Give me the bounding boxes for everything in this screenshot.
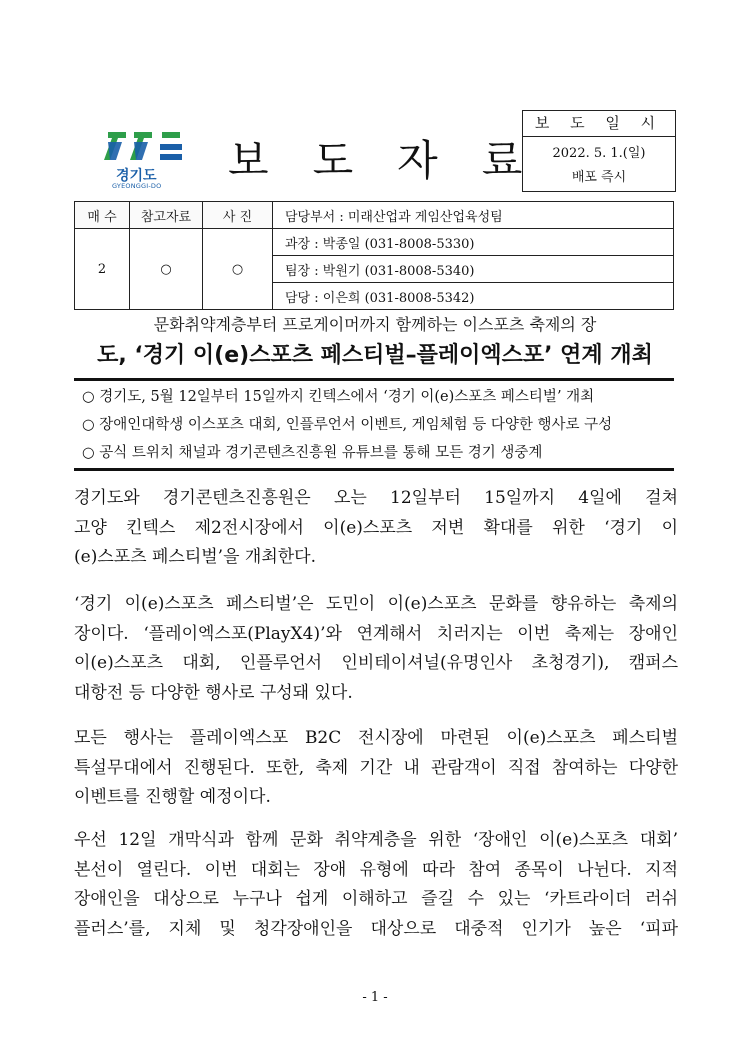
body-line: 특설무대에서 진행된다. 또한, 축제 기간 내 관람객이 직접 참여하는 다양한: [74, 757, 678, 778]
logo-name: 경기도: [116, 168, 157, 184]
body-line: ‘경기 이(e)스포츠 페스티벌’은 도민이 이(e)스포츠 문화를 향유하는 축제의: [74, 594, 678, 614]
photo-value: ○: [203, 229, 273, 310]
body-line: 본선이 열린다. 이번 대회는 장애 유형에 따라 참여 종목이 나뉜다. 지적: [74, 859, 678, 880]
pages-value: 2: [75, 229, 130, 310]
logo-subtitle: GYEONGGI-DO: [112, 182, 162, 190]
summary-item: ○ 장애인대학생 이스포츠 대회, 인플루언서 이벤트, 게임체험 등 다양한 행사로 구성: [82, 417, 613, 433]
contact-manager: 과장 : 박종일 (031-8008-5330): [273, 229, 674, 256]
body-paragraph-1: [74, 484, 678, 573]
release-date: 2022. 5. 1.(일): [552, 146, 646, 161]
body-line: 우선 12일 개막식과 함께 문화 취약계층을 위한 ‘장애인 이(e)스포츠 대회’: [74, 830, 678, 850]
body-line: 고양 킨텍스 제2전시장에서 이(e)스포츠 저변 확대를 위한 ‘경기 이: [74, 517, 678, 538]
body-paragraph-3: [74, 724, 678, 813]
release-embargo: 배포 즉시: [571, 170, 627, 185]
header-pages: 매 수: [75, 202, 130, 229]
body-line: 이벤트를 진행할 예정이다.: [74, 787, 271, 807]
body-line: 이(e)스포츠 대회, 인플루언서 인비테이셔널(유명인사 초청경기), 캠퍼스: [74, 653, 678, 673]
summary-item: ○ 경기도, 5월 12일부터 15일까지 킨텍스에서 ‘경기 이(e)스포츠 페스티벌’ 개최: [82, 389, 595, 405]
page-title: 보도자료: [228, 136, 567, 185]
main-headline: 도, ‘경기 이(e)스포츠 페스티벌–플레이엑스포’ 연계 개최: [97, 343, 653, 368]
body-line: 모든 행사는 플레이엑스포 B2C 전시장에 마련된 이(e)스포츠 페스티벌: [74, 728, 678, 748]
contact-team-leader: 팀장 : 박원기 (031-8008-5340): [273, 256, 674, 283]
page-number: - 1 -: [362, 990, 388, 1005]
summary-item: ○ 공식 트위치 채널과 경기콘텐츠진흥원 유튜브를 통해 모든 경기 생중계: [82, 445, 543, 461]
body-line: (e)스포츠 페스티벌’을 개최한다.: [74, 547, 317, 567]
contact-info-table: [74, 201, 674, 310]
header-photo: 사 진: [203, 202, 273, 229]
contact-staff: 담당 : 이은희 (031-8008-5342): [273, 283, 674, 310]
header-reference: 참고자료: [130, 202, 203, 229]
reference-value: ○: [130, 229, 203, 310]
release-label: 보 도 일 시: [523, 111, 675, 137]
body-line: 장애인을 대상으로 누구나 쉽게 이해하고 즐길 수 있는 ‘카트라이더 러쉬: [74, 889, 678, 909]
department: 담당부서 : 미래산업과 게임산업육성팀: [273, 202, 674, 229]
body-paragraph-2: [74, 590, 678, 708]
body-line: 대항전 등 다양한 행사로 구성돼 있다.: [74, 682, 353, 703]
body-paragraph-4: [74, 826, 678, 944]
body-line: 장이다. ‘플레이엑스포(PlayX4)’와 연계해서 치러지는 이번 축제는 장애인: [74, 623, 678, 644]
release-info-box: [522, 110, 676, 192]
summary-box: [74, 378, 674, 471]
sub-headline: 문화취약계층부터 프로게이머까지 함께하는 이스포츠 축제의 장: [153, 315, 597, 334]
body-line: 플러스’를, 지체 및 청각장애인을 대상으로 대중적 인기가 높은 ‘피파: [74, 918, 678, 939]
body-line: 경기도와 경기콘텐츠진흥원은 오는 12일부터 15일까지 4일에 걸쳐: [74, 488, 678, 508]
